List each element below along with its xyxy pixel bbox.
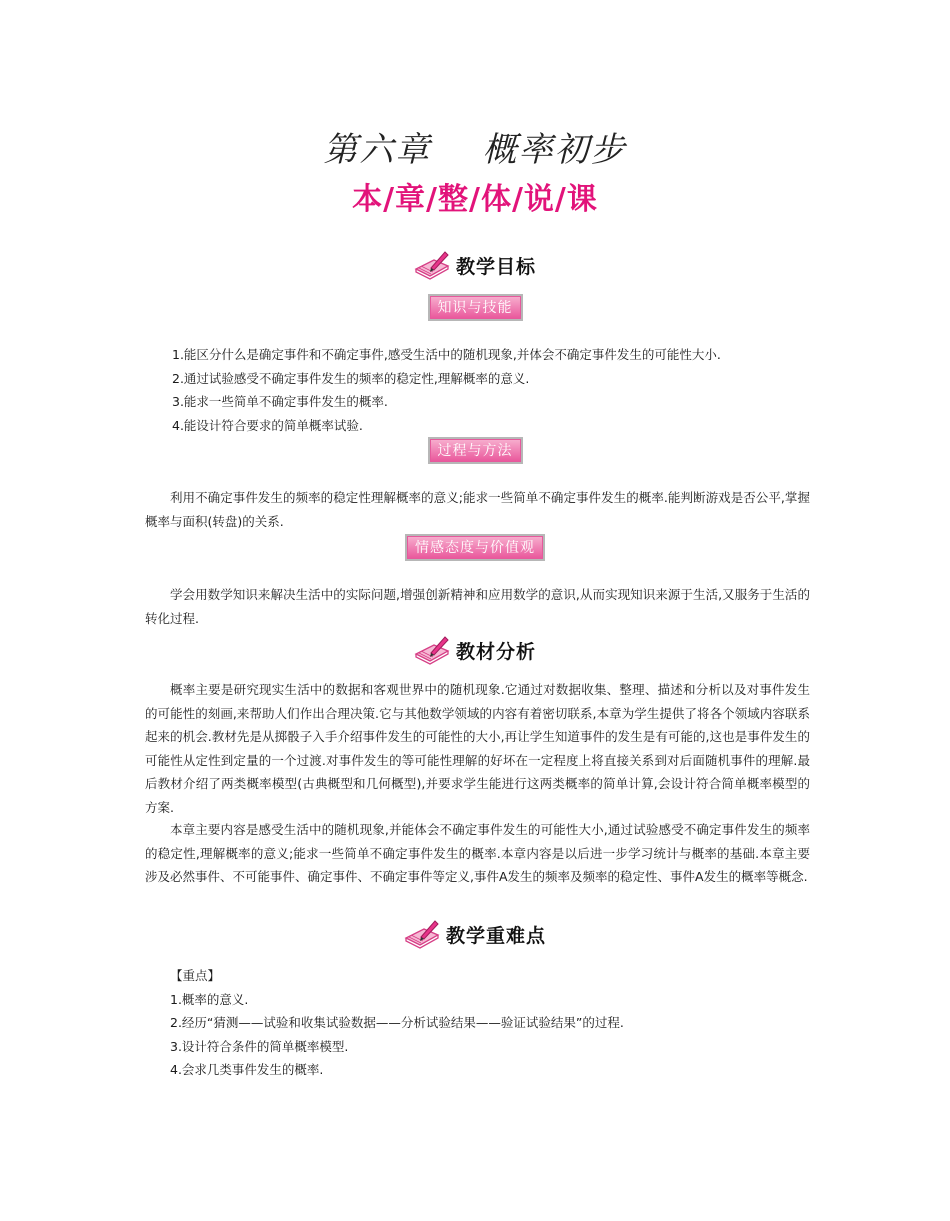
- section-heading-goals: [0, 247, 950, 283]
- list-item: 2.经历“猜测——试验和收集试验数据——分析试验结果——验证试验结果”的过程.: [170, 1015, 624, 1030]
- attitude-values-tag: 情感态度与价值观: [405, 534, 545, 561]
- knowledge-list: [172, 343, 812, 437]
- section-heading-key-points: [0, 916, 950, 952]
- book-pen-icon: [414, 249, 450, 281]
- process-method-tag: 过程与方法: [428, 437, 523, 464]
- chapter-subtitle: 本/章/整/体/说/课: [352, 182, 598, 217]
- process-paragraph: 利用不确定事件发生的频率的稳定性理解概率的意义;能求一些简单不确定事件发生的概率.能判断游戏是否公平,掌握概率与面积(转盘)的关系.: [145, 490, 810, 529]
- book-pen-icon: [404, 918, 440, 950]
- key-points-label: 【重点】: [170, 968, 221, 983]
- knowledge-skills-tag: 知识与技能: [428, 294, 523, 321]
- analysis-paragraph-2: 本章主要内容是感受生活中的随机现象,并能体会不确定事件发生的可能性大小,通过试验感受不确定事件发生的频率的稳定性,理解概率的意义;能求一些简单不确定事件发生的概率.本章内容是以后进一步学习统计与概率的基础.本章主要涉及必然事件、不可能事件、确定事件、不确定事件等定义,事件A发生的频率及频率的稳定性、事件A发生的概率等概念.: [145, 822, 810, 884]
- list-item: 2.通过试验感受不确定事件发生的频率的稳定性,理解概率的意义.: [172, 370, 530, 386]
- attitude-paragraph: 学会用数学知识来解决生活中的实际问题,增强创新精神和应用数学的意识,从而实现知识来源于生活,又服务于生活的转化过程.: [145, 587, 810, 626]
- section-heading-analysis: [0, 632, 950, 668]
- section-title: 教学重难点: [445, 924, 546, 947]
- analysis-paragraph-1: 概率主要是研究现实生活中的数据和客观世界中的随机现象.它通过对数据收集、整理、描述和分析以及对事件发生的可能性的刻画,来帮助人们作出合理决策.它与其他数学领域的内容有着密切联系,本章为学生提供了将各个领域内容联系起来的机会.教材先是从掷骰子入手介绍事件发生的可能性的大小,再让学生知道事件的发生是有可能的,这也是事件发生的可能性从定性到定量的一个过渡.对事件发生的等可能性理解的好坏在一定程度上将直接关系到对后面随机事件的理解.最后教材介绍了两类概率模型(古典概型和几何概型),并要求学生能进行这两类概率的简单计算,会设计符合简单概率模型的方案.: [145, 682, 810, 815]
- list-item: 3.设计符合条件的简单概率模型.: [170, 1038, 349, 1054]
- list-item: 1.概率的意义.: [170, 991, 249, 1007]
- key-points-list: [170, 964, 810, 1082]
- list-item: 4.会求几类事件发生的概率.: [170, 1062, 324, 1077]
- section-title: 教学目标: [455, 255, 536, 278]
- list-item: 1.能区分什么是确定事件和不确定事件,感受生活中的随机现象,并体会不确定事件发生的可能性大小.: [172, 347, 721, 362]
- list-item: 4.能设计符合要求的简单概率试验.: [172, 417, 363, 433]
- chapter-title: 第六章 概率初步: [323, 130, 627, 170]
- book-pen-icon: [414, 634, 450, 666]
- tag-wrap: [0, 294, 950, 321]
- section-title: 教材分析: [455, 640, 536, 663]
- tag-wrap: [0, 437, 950, 464]
- tag-wrap: [0, 534, 950, 561]
- list-item: 3.能求一些简单不确定事件发生的概率.: [172, 394, 388, 409]
